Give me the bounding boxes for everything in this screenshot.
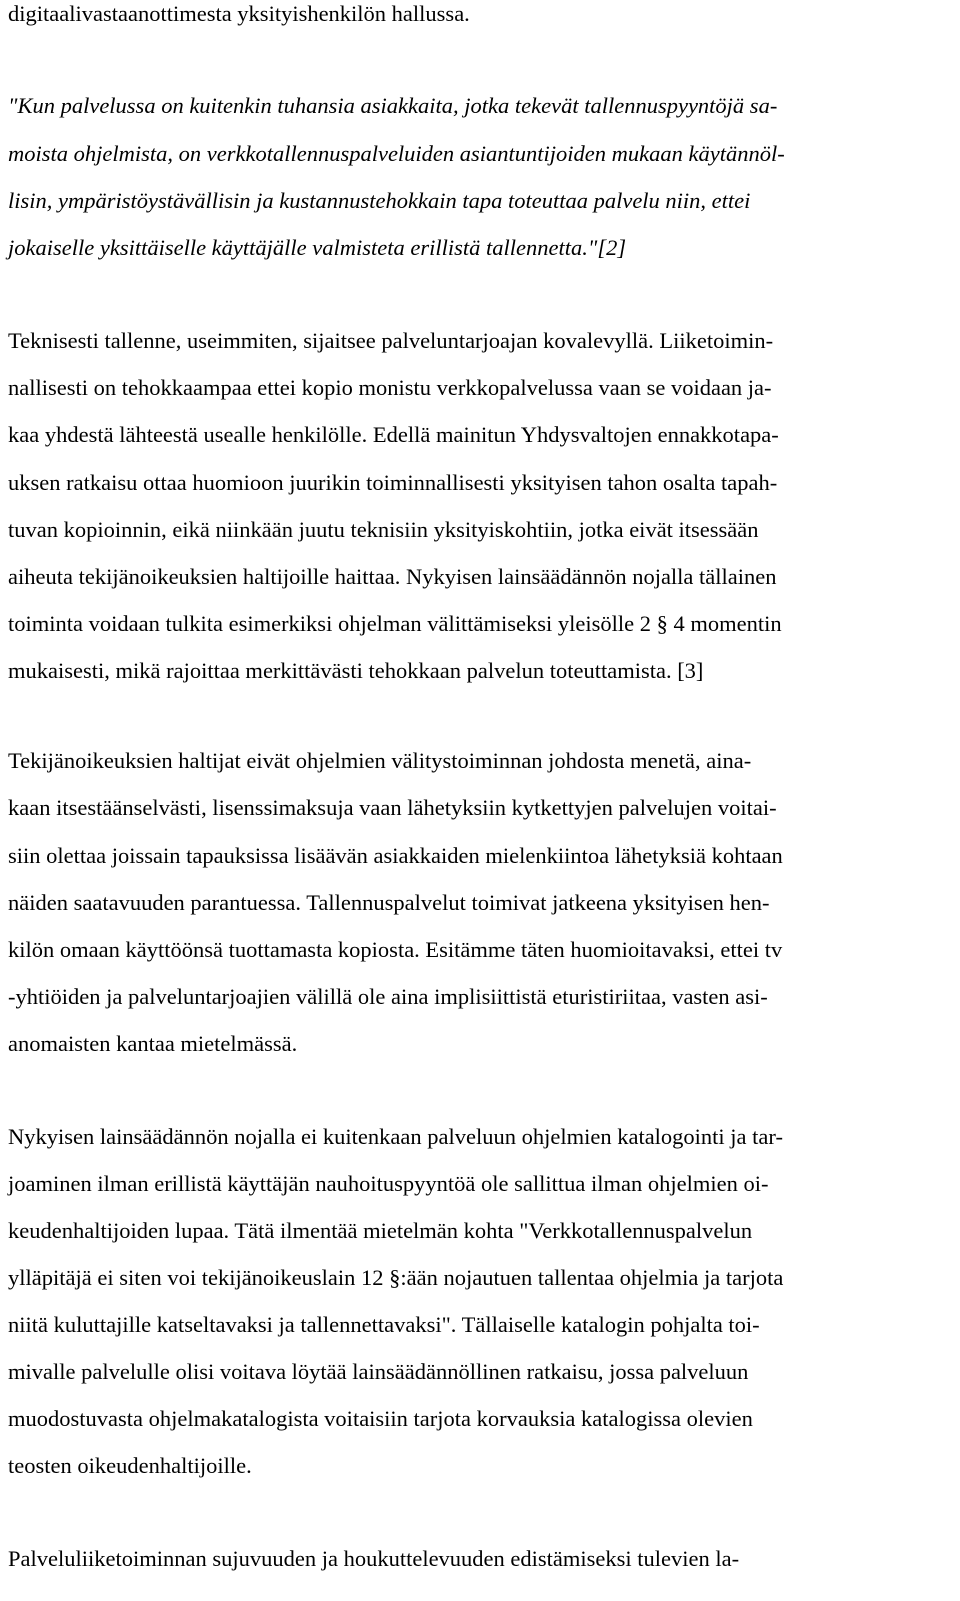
quote-line: moista ohjelmista, on verkkotallennuspalveluiden asiantuntijoiden mukaan käytännöl- — [8, 141, 785, 166]
text-line: mivalle palvelulle olisi voitava löytää lainsäädännöllinen ratkaisu, jossa palveluun — [8, 1359, 749, 1384]
text-line: nallisesti on tehokkaampaa ettei kopio monistu verkkopalvelussa vaan se voidaan ja- — [8, 375, 772, 400]
quote-line: lisin, ympäristöystävällisin ja kustannustehokkain tapa toteuttaa palvelu niin, ettei — [8, 188, 751, 213]
text-line: ylläpitäjä ei siten voi tekijänoikeuslain 12 §:ään nojautuen tallentaa ohjelmia ja tarjota — [8, 1265, 784, 1290]
text-line: Teknisesti tallenne, useimmiten, sijaitsee palveluntarjoajan kovalevyllä. Liiketoimin- — [8, 328, 774, 353]
text-line: Tekijänoikeuksien haltijat eivät ohjelmien välitystoiminnan johdosta menetä, aina- — [8, 748, 752, 773]
text-line: kilön omaan käyttöönsä tuottamasta kopiosta. Esitämme täten huomioitavaksi, ettei tv — [8, 937, 783, 962]
text-line: siin olettaa joissain tapauksissa lisäävän asiakkaiden mielenkiintoa lähetyksiä kohtaan — [8, 843, 783, 868]
text-line: kaa yhdestä lähteestä usealle henkilölle. Edellä mainitun Yhdysvaltojen ennakkotapa- — [8, 422, 779, 447]
text-line: toiminta voidaan tulkita esimerkiksi ohjelman välittämiseksi yleisölle 2 § 4 momentin — [8, 611, 782, 636]
quote-line: "Kun palvelussa on kuitenkin tuhansia asiakkaita, jotka tekevät tallennuspyyntöjä sa- — [8, 93, 778, 118]
text-line: Palveluliiketoiminnan sujuvuuden ja houkuttelevuuden edistämiseksi tulevien la- — [8, 1546, 740, 1571]
text-line: digitaalivastaanottimesta yksityishenkilön hallussa. — [8, 1, 470, 26]
text-line: muodostuvasta ohjelmakatalogista voitaisiin tarjota korvauksia katalogissa olevien — [8, 1406, 753, 1431]
text-line: aiheuta tekijänoikeuksien haltijoille haittaa. Nykyisen lainsäädännön nojalla tällainen — [8, 564, 777, 589]
text-line: Nykyisen lainsäädännön nojalla ei kuitenkaan palveluun ohjelmien katalogointi ja tar- — [8, 1124, 783, 1149]
text-line: niitä kuluttajille katseltavaksi ja tallennettavaksi". Tällaiselle katalogin pohjalta toi- — [8, 1312, 760, 1337]
text-line: tuvan kopioinnin, eikä niinkään juutu teknisiin yksityiskohtiin, jotka eivät itsessään — [8, 517, 759, 542]
text-line: keudenhaltijoiden lupaa. Tätä ilmentää mietelmän kohta "Verkkotallennuspalvelun — [8, 1218, 753, 1243]
text-line: joaminen ilman erillistä käyttäjän nauhoituspyyntöä ole sallittua ilman ohjelmien oi- — [8, 1171, 769, 1196]
text-line: uksen ratkaisu ottaa huomioon juurikin toiminnallisesti yksityisen tahon osalta tapah- — [8, 470, 778, 495]
text-line: kaan itsestäänselvästi, lisenssimaksuja vaan lähetyksiin kytkettyjen palvelujen voitai- — [8, 795, 777, 820]
text-line: mukaisesti, mikä rajoittaa merkittävästi tehokkaan palvelun toteuttamista. [3] — [8, 658, 704, 683]
text-line: anomaisten kantaa mietelmässä. — [8, 1031, 298, 1056]
text-line: teosten oikeudenhaltijoille. — [8, 1453, 252, 1478]
quote-line: jokaiselle yksittäiselle käyttäjälle valmisteta erillistä tallennetta."[2] — [8, 235, 627, 260]
text-line: näiden saatavuuden parantuessa. Tallennuspalvelut toimivat jatkeena yksityisen hen- — [8, 890, 770, 915]
text-line: -yhtiöiden ja palveluntarjoajien välillä ole aina implisiittistä eturistiriitaa, vasten asi- — [8, 984, 768, 1009]
